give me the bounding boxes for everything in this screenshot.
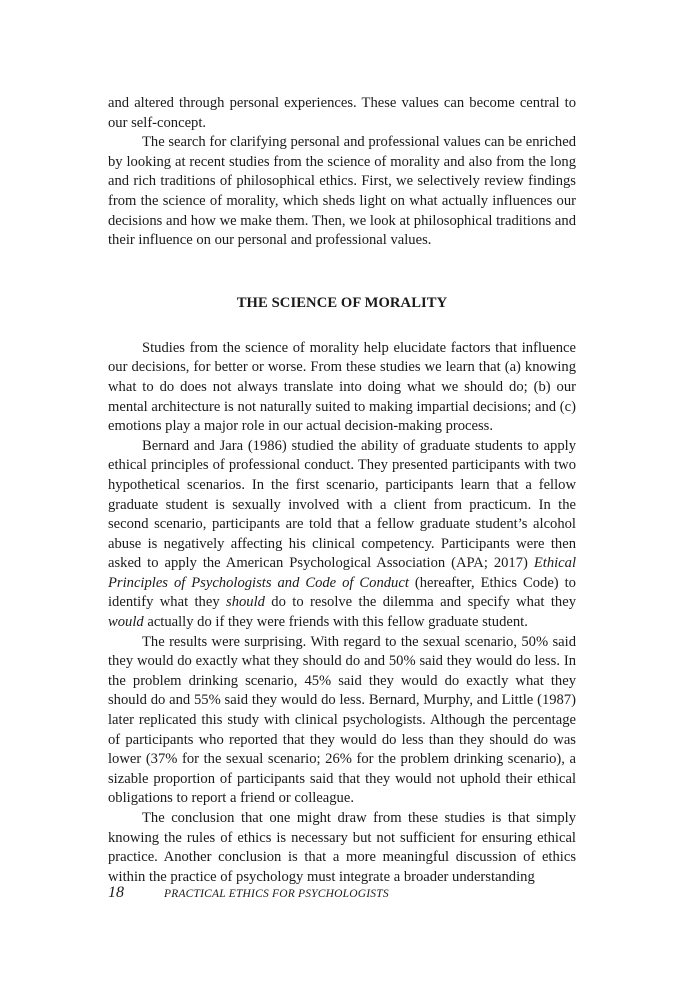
- ethics-code-title: Ethical Principles of Psychologists and Code of Conduct: [108, 555, 576, 591]
- page-footer: [108, 884, 576, 902]
- paragraph-conclusion: The conclusion that one might draw from these studies is that simply knowing the rules of ethics is necessary but not sufficient for ensuring ethical practice. Another conclusion is that a more meaningful discussion of ethics within the practice of psychology must integrate a broader understanding: [108, 810, 576, 885]
- paragraph-continuation: and altered through personal experiences. These values can become central to our self-concept.: [108, 95, 576, 131]
- text-run: actually do if they were friends with this fellow graduate student.: [143, 614, 528, 631]
- page-number: 18: [108, 884, 124, 901]
- paragraph-results: The results were surprising. With regard to the sexual scenario, 50% said they would do exactly what they should do and 50% said they would do less. In the problem drinking scenario, 45% said they would do exactly what they should do and 55% said they would do less. Bernard, Murphy, and Little (1987) later replicated this study with clinical psychologists. Although the percentage of participants who reported that they would do less than they should do was lower (37% for the sexual scenario; 26% for the problem drinking scenario), a sizable proportion of participants said that they would not uphold their ethical obligations to report a friend or colleague.: [108, 633, 576, 807]
- page-body: [108, 94, 576, 887]
- running-title: PRACTICAL ETHICS FOR PSYCHOLOGISTS: [164, 888, 389, 900]
- section-heading: THE SCIENCE OF MORALITY: [236, 294, 448, 311]
- text-run: Bernard and Jara (1986) studied the ability of graduate students to apply ethical principles of professional conduct. They presented participants with two hypothetical scenarios. In the first scenario, participants learn that a fellow graduate student is sexually involved with a client from practicum. In the second scenario, participants are told that a fellow graduate student’s alcohol abuse is negatively affecting his clinical competency. Participants were then asked to apply the American Psychological Association (APA; 2017): [108, 437, 576, 572]
- text-run: (hereafter, Ethics Code) to identify what they: [108, 574, 576, 611]
- paragraph-science-of-morality: Studies from the science of morality help elucidate factors that influence our decisions, for better or worse. From these studies we learn that (a) knowing what to do does not always translate into doing what we should do; (b) our mental architecture is not naturally suited to making impartial decisions; and (c) emotions play a major role in our actual decision-making process.: [108, 339, 576, 435]
- emphasis-would: would: [108, 614, 144, 631]
- text-run: do to resolve the dilemma and specify what they: [264, 594, 576, 611]
- paragraph-values-search: The search for clarifying personal and professional values can be enriched by looking at recent studies from the science of morality and also from the long and rich traditions of philosophical ethics. First, we selectively review findings from the science of morality, which sheds light on what actually influences our decisions and how we make them. Then, we look at philosophical traditions and their influence on our personal and professional values.: [108, 134, 576, 249]
- emphasis-should: should: [226, 594, 265, 611]
- paragraph-bernard-jara-study: [108, 437, 576, 633]
